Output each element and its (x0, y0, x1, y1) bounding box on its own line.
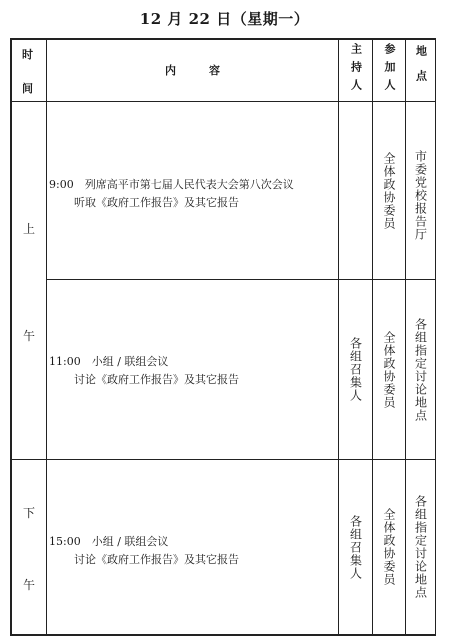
row-3-participants: 全体政协委员 (382, 508, 396, 586)
row-3-location: 各组指定讨论地点 (413, 495, 428, 599)
time-label-afternoon-2: 午 (23, 578, 36, 592)
agenda-item-3-line2: 讨论《政府工作报告》及其它报告 (74, 553, 239, 566)
agenda-item-2-line1: 11:00 小组 / 联组会议 (49, 355, 169, 368)
header-content (47, 38, 338, 101)
agenda-item-2-line2: 讨论《政府工作报告》及其它报告 (74, 373, 239, 386)
row-1-host (339, 102, 372, 279)
agenda-item-1 (49, 176, 294, 212)
row-2-location: 各组指定讨论地点 (413, 317, 428, 422)
header-location-label: 地点 (414, 44, 428, 95)
table-border-left (10, 38, 12, 636)
col-divider-time (46, 38, 47, 636)
agenda-item-1-line2: 听取《政府工作报告》及其它报告 (74, 196, 239, 209)
header-participants-label: 参加人 (383, 42, 396, 97)
header-host-label: 主持人 (349, 42, 363, 97)
row-1-participants: 全体政协委员 (382, 152, 396, 230)
row-3-host: 各组召集人 (348, 514, 363, 580)
time-label-afternoon-1: 下 (23, 506, 36, 520)
row-1-location: 市委党校报告厅 (413, 150, 428, 241)
row-2-host: 各组召集人 (348, 337, 363, 402)
time-label-morning-1: 上 (23, 222, 36, 236)
header-content-label: 内 容 (165, 63, 220, 77)
schedule-table (10, 38, 436, 636)
header-time-top: 时 (22, 48, 33, 61)
agenda-item-1-line1: 9:00 列席高平市第七届人民代表大会第八次会议 (49, 178, 294, 191)
page-title: 12 月 22 日（星期一） (139, 10, 310, 28)
row-2-participants: 全体政协委员 (382, 330, 396, 409)
time-label-morning-2: 午 (23, 329, 36, 343)
header-participants (373, 38, 405, 101)
agenda-item-2 (49, 353, 239, 389)
header-location (406, 38, 435, 101)
agenda-item-3-line1: 15:00 小组 / 联组会议 (49, 535, 169, 548)
header-time-bottom: 间 (22, 82, 33, 95)
agenda-item-3 (49, 533, 239, 569)
header-host (339, 38, 372, 101)
